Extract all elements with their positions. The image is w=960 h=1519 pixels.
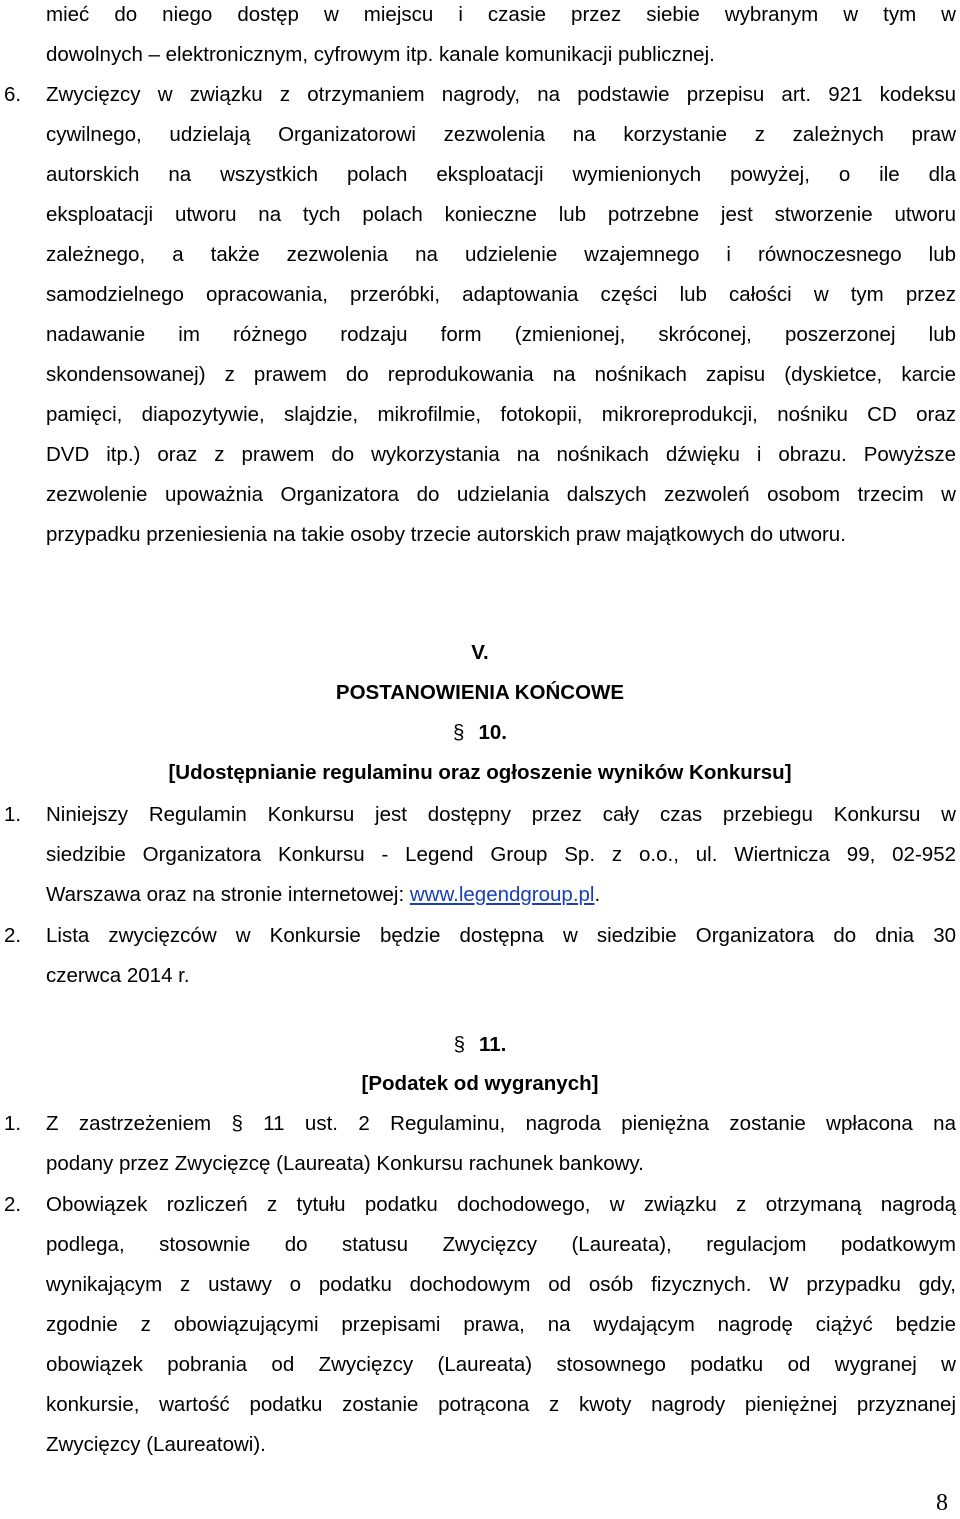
- text-line: obowiązek pobrania od Zwycięzcy (Laureata) stosownego podatku od wygranej w: [46, 1353, 956, 1376]
- text-line: Zwycięzcy (Laureatowi).: [46, 1433, 266, 1456]
- text-fragment: .: [594, 883, 601, 906]
- section-sign-icon: §: [453, 721, 465, 744]
- text-line: skondensowanej) z prawem do reprodukowania na nośnikach zapisu (dyskietce, karcie: [46, 363, 956, 386]
- page-number: 8: [936, 1490, 948, 1516]
- text-line: wynikającym z ustawy o podatku dochodowym od osób fizycznych. W przypadku gdy,: [46, 1273, 956, 1296]
- text-line: dowolnych – elektronicznym, cyfrowym itp. kanale komunikacji publicznej.: [46, 43, 715, 66]
- paragraph-number: 10.: [478, 721, 507, 744]
- text-line: [46, 880, 956, 910]
- text-fragment: Warszawa oraz na stronie internetowej:: [46, 883, 410, 906]
- text-line: czerwca 2014 r.: [46, 964, 190, 987]
- text-line: eksploatacji utworu na tych polach konieczne lub potrzebne jest stworzenie utworu: [46, 203, 956, 226]
- text-line: DVD itp.) oraz z prawem do wykorzystania na nośnikach dźwięku i obrazu. Powyższe: [46, 443, 956, 466]
- section-sign-icon: §: [453, 1033, 466, 1056]
- paragraph-title: [Podatek od wygranych]: [361, 1072, 599, 1095]
- section-number: V.: [471, 641, 489, 664]
- list-number: 1.: [4, 803, 22, 826]
- text-fragment: 11 ust. 2 Regulaminu, nagroda pieniężna zostanie wpłacona na: [263, 1112, 956, 1135]
- text-line: podlega, stosownie do statusu Zwycięzcy (Laureata), regulacjom podatkowym: [46, 1233, 956, 1256]
- text-line: pamięci, diapozytywie, slajdzie, mikrofilmie, fotokopii, mikroreprodukcji, nośniku CD oraz: [46, 403, 956, 426]
- paragraph-heading: [0, 1030, 960, 1060]
- section-title: POSTANOWIENIA KOŃCOWE: [335, 681, 625, 704]
- text-line: konkursie, wartość podatku zostanie potrącona z kwoty nagrody pieniężnej przyznanej: [46, 1393, 956, 1416]
- paragraph-heading: [0, 718, 960, 748]
- paragraph-number: 11.: [479, 1033, 507, 1056]
- text-line: zależnego, a także zezwolenia na udzielenie wzajemnego i równoczesnego lub: [46, 243, 956, 266]
- list-number: 6.: [4, 83, 22, 106]
- list-number: 2.: [4, 924, 22, 947]
- text-line: cywilnego, udzielają Organizatorowi zezwolenia na korzystanie z zależnych praw: [46, 123, 956, 146]
- text-line: zezwolenie upoważnia Organizatora do udzielania dalszych zezwoleń osobom trzecim w: [46, 483, 956, 506]
- text-line: podany przez Zwycięzcę (Laureata) Konkursu rachunek bankowy.: [46, 1152, 644, 1175]
- text-line: siedzibie Organizatora Konkursu - Legend Group Sp. z o.o., ul. Wiertnicza 99, 02-952: [46, 843, 956, 866]
- text-line: mieć do niego dostęp w miejscu i czasie przez siebie wybranym w tym w: [46, 3, 956, 26]
- text-line: [46, 1109, 956, 1139]
- text-fragment: Z zastrzeżeniem: [46, 1112, 212, 1135]
- text-line: Obowiązek rozliczeń z tytułu podatku dochodowego, w związku z otrzymaną nagrodą: [46, 1193, 956, 1216]
- text-line: nadawanie im różnego rodzaju form (zmienionej, skróconej, poszerzonej lub: [46, 323, 956, 346]
- text-line: autorskich na wszystkich polach eksploatacji wymienionych powyżej, o ile dla: [46, 163, 956, 186]
- text-line: samodzielnego opracowania, przeróbki, adaptowania części lub całości w tym przez: [46, 283, 956, 306]
- text-line: zgodnie z obowiązującymi przepisami prawa, na wydającym nagrodę ciążyć będzie: [46, 1313, 956, 1336]
- section-sign-icon: §: [231, 1112, 243, 1135]
- paragraph-title: [Udostępnianie regulaminu oraz ogłoszenie wyników Konkursu]: [168, 761, 792, 784]
- text-line: Lista zwycięzców w Konkursie będzie dostępna w siedzibie Organizatora do dnia 30: [46, 924, 956, 947]
- list-number: 2.: [4, 1193, 22, 1216]
- text-line: przypadku przeniesienia na takie osoby trzecie autorskich praw majątkowych do utworu.: [46, 523, 846, 546]
- list-number: 1.: [4, 1112, 22, 1135]
- website-link[interactable]: www.legendgroup.pl: [409, 883, 595, 906]
- text-line: Zwycięzcy w związku z otrzymaniem nagrody, na podstawie przepisu art. 921 kodeksu: [46, 83, 956, 106]
- text-line: Niniejszy Regulamin Konkursu jest dostępny przez cały czas przebiegu Konkursu w: [46, 803, 956, 826]
